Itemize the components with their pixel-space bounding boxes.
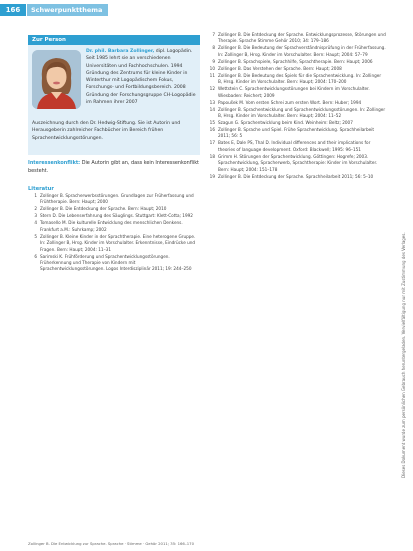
reference-item <box>28 220 200 233</box>
reference-number: 2 <box>34 206 37 212</box>
reference-text: Zollinger B. Das Verstehen der Sprache. Bern: Haupt; 2008 <box>218 65 342 71</box>
reference-item <box>206 140 386 153</box>
author-bio-side: Dr. phil. Barbara Zollinger, dipl. Logopädin. Seit 1985 lehrt sie an verschiedenen Universitäten und Fachhochschulen. 1994 Gründung des Zentrums für kleine Kinder in Winterthur mit Logopädischem Fokus, Forschungs- und Fortbildungsbereich. 2008 Gründung der Forschungsgruppe CH-Logopädie im Rahmen ihrer 2007 <box>86 49 196 106</box>
reference-item <box>206 86 386 99</box>
reference-text: Zollinger B. Spracherwerbsstörungen. Grundlagen zur Früherfassung und Frühtherapie. Bern: Haupt; 2000 <box>40 193 194 205</box>
reference-number: 3 <box>34 213 37 219</box>
reference-text: Stern D. Die Lebenserfahrung des Säuglings. Stuttgart: Klett-Cotta; 1992 <box>40 213 193 219</box>
reference-item <box>206 174 386 180</box>
reference-number: 11 <box>209 72 215 78</box>
reference-text: Zollinger B. Kleine Kinder in der Sprachtherapie. Eine heterogene Gruppe. In: Zollinger B, Hrsg. Kinder im Vorschulalter. Erkenntnisse, Eindrücke und Fragen. Bern: Haupt; 2004: 11–31 <box>40 233 196 252</box>
reference-text: Szagun G. Sprachentwicklung beim Kind. Weinheim: Beltz; 2007 <box>218 120 353 126</box>
reference-item <box>206 45 386 58</box>
section-title: Schwerpunktthema <box>27 4 108 16</box>
reference-number: 9 <box>212 58 215 64</box>
reference-item <box>28 206 200 212</box>
reference-item <box>206 107 386 120</box>
copyright-vertical-note: Dieses Dokument wurde zum persönlichen Gebrauch heruntergeladen. Vervielfältigung nur mit Zustimmung des Verlages. <box>401 232 406 478</box>
reference-number: 6 <box>34 253 37 259</box>
reference-number: 7 <box>212 32 215 37</box>
author-box-title: Zur Person <box>28 35 200 45</box>
author-name: Dr. phil. Barbara Zollinger, <box>86 49 155 54</box>
reference-number: 18 <box>209 153 215 159</box>
page-footer: Zollinger B. Die Entwicklung zur Sprache. Sprache · Stimme · Gehör 2011; 35: 166–170 <box>28 541 194 546</box>
reference-number: 12 <box>209 86 215 92</box>
reference-item <box>206 59 386 65</box>
reference-text: Zollinger B. Die Bedeutung des Spiels für die Sprachentwicklung. In: Zollinger B, Hrsg. Kinder im Vorschulalter. Bern: Haupt; 2004: 170–200 <box>218 72 382 85</box>
reference-number: 13 <box>209 99 215 105</box>
reference-text: Zollinger B. Sprache und Spiel. Frühe Sprachentwicklung. Sprachheilarbeit 2011; 56: 5 <box>218 127 375 139</box>
reference-number: 17 <box>209 140 215 146</box>
reference-item <box>28 213 200 219</box>
reference-text: Grimm H. Störungen der Sprachentwicklung. Göttingen: Hogrefe; 2003. Sprachentwicklung, Spracherwerb, Sprachtherapie: Kinder im Vorschulalter. Bern: Haupt; 2004: 151–178 <box>218 153 378 172</box>
reference-text: Zollinger B. Sprachspiele, Sprachhilfe, Sprachtherapie. Bern: Haupt; 2006 <box>218 58 373 64</box>
reference-item <box>206 66 386 72</box>
reference-number: 15 <box>209 120 215 126</box>
reference-item <box>206 154 386 173</box>
reference-list-right <box>206 32 386 181</box>
reference-text: Wettstein C. Sprachentwicklungsstörungen bei Kindern im Vorschulalter. Wiesbaden: Reichert; 2009 <box>218 86 370 98</box>
reference-number: 1 <box>34 193 37 198</box>
author-bio-full: Auszeichnung durch den Dr. Hedwig-Stiftung. Sie ist Autorin und Herausgeberin zahlreicher Fachbücher im Bereich frühen Sprachentwicklungsstörungen. <box>32 121 181 141</box>
reference-item <box>28 234 200 253</box>
reference-number: 14 <box>209 106 215 112</box>
reference-item <box>206 127 386 140</box>
reference-number: 16 <box>209 127 215 133</box>
page-number: 166 <box>0 4 26 16</box>
reference-text: Tomasello M. Die kulturelle Entwicklung des menschlichen Denkens. Frankfurt a.M.: Suhrkamp; 2002 <box>40 220 183 232</box>
reference-number: 4 <box>34 220 37 226</box>
reference-text: Zollinger B. Die Entdeckung der Sprache. Bern: Haupt; 2010 <box>40 206 167 212</box>
reference-item <box>206 120 386 126</box>
reference-text: Zollinger B. Die Entdeckung der Sprache. Entwicklungsprozesse, Störungen und Therapie. Sprache Stimme Gehör 2010; 34: 179–186 <box>218 32 386 44</box>
reference-text: Zollinger B. Die Bedeutung der Sprachverständnisprüfung in der Früherfassung. In: Zollinger B, Hrsg. Kinder im Vorschulalter. Bern: Haupt; 2004: 57–79 <box>218 45 386 57</box>
author-photo <box>32 50 81 109</box>
reference-number: 8 <box>212 45 215 51</box>
reference-text: Sarimski K. Frühförderung und Sprachentwicklungsstörungen. Früherkennung und Therapie von Kindern mit Sprachentwicklungsstörungen. Logos Interdisziplinär 2011; 19: 244–250 <box>40 253 192 272</box>
literature-heading: Literatur <box>28 186 54 192</box>
reference-item <box>28 254 200 273</box>
running-header <box>0 4 108 16</box>
reference-number: 5 <box>34 233 37 239</box>
reference-item <box>206 32 386 45</box>
reference-text: Zollinger B. Sprachentwicklung und Sprachentwicklungsstörungen. In: Zollinger B, Hrsg. Kinder im Vorschulalter. Bern: Haupt; 2004: 11–52 <box>218 106 386 119</box>
reference-item <box>206 73 386 86</box>
reference-item <box>28 193 200 206</box>
reference-number: 10 <box>209 65 215 71</box>
author-box <box>28 35 200 155</box>
reference-text: Bates E, Dale PS, Thal D. Individual differences and their implications for theories of language development. Oxford: Blackwell; 1995: 96–151 <box>218 140 371 152</box>
reference-list-left <box>28 193 200 273</box>
reference-item <box>206 100 386 106</box>
reference-text: Papoušek M. Vom ersten Schrei zum ersten Wort. Bern: Huber; 1994 <box>218 99 362 105</box>
reference-number: 19 <box>209 173 215 179</box>
conflict-of-interest: Interessenkonflikt: Die Autorin gibt an, dass kein Interessenkonflikt besteht. <box>28 160 199 174</box>
reference-text: Zollinger B. Die Entdeckung der Sprache. Sprachheilarbeit 2011; 56: 5–10 <box>218 173 374 179</box>
